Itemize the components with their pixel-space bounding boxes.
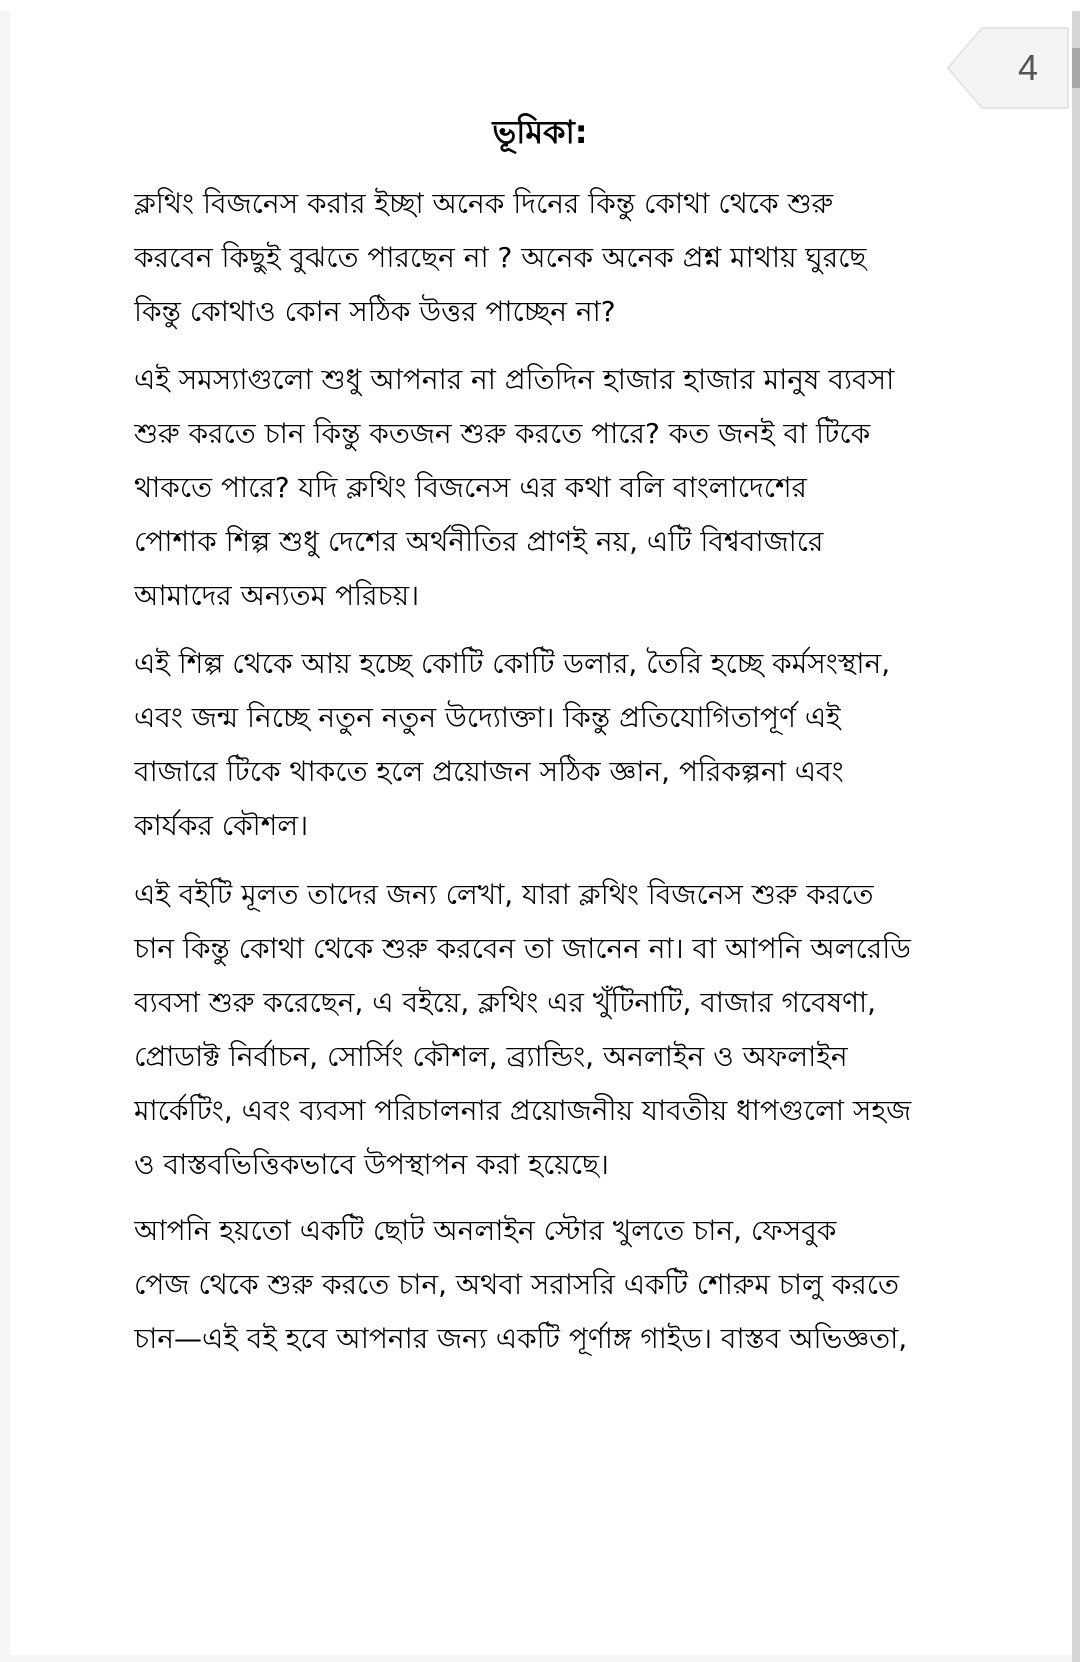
paragraph-1 — [134, 177, 946, 339]
page-number-badge — [947, 27, 1069, 109]
text-line: এই শিল্প থেকে আয় হচ্ছে কোটি কোটি ডলার, তৈরি হচ্ছে কর্মসংস্থান, — [134, 647, 891, 680]
viewer-background-bottom — [0, 1655, 1072, 1662]
text-line: চান—এই বই হবে আপনার জন্য একটি পূর্ণাঙ্গ গাইড। বাস্তব অভিজ্ঞতা, — [134, 1322, 908, 1355]
text-line: ব্যবসা শুরু করেছেন, এ বইয়ে, ক্লথিং এর খুঁটিনাটি, বাজার গবেষণা, — [134, 986, 877, 1019]
page-number: 4 — [1017, 47, 1039, 88]
paragraph-4 — [134, 868, 946, 1192]
text-line: পোশাক শিল্প শুধু দেশের অর্থনীতির প্রাণই নয়, এটি বিশ্ববাজারে — [134, 525, 824, 558]
text-line: এই সমস্যাগুলো শুধু আপনার না প্রতিদিন হাজার হাজার মানুষ ব্যবসা — [134, 363, 895, 396]
text-line: এবং জন্ম নিচ্ছে নতুন নতুন উদ্যোক্তা। কিন্তু প্রতিযোগিতাপূর্ণ এই — [134, 701, 841, 734]
text-line: থাকতে পারে? যদি ক্লথিং বিজনেস এর কথা বলি বাংলাদেশের — [134, 471, 807, 504]
viewer-background-left — [0, 11, 10, 1662]
text-line: প্রোডাক্ট নির্বাচন, সোর্সিং কৌশল, ব্র্যান্ডিং, অনলাইন ও অফলাইন — [134, 1040, 848, 1073]
paragraph-5 — [134, 1204, 946, 1366]
paragraph-3 — [134, 637, 946, 853]
text-line: করবেন কিছুই বুঝতে পারছেন না ? অনেক অনেক প্রশ্ন মাথায় ঘুরছে — [134, 241, 867, 274]
scrollbar-thumb[interactable] — [1072, 48, 1080, 88]
paragraph-2 — [134, 353, 946, 623]
text-line: পেজ থেকে শুরু করতে চান, অথবা সরাসরি একটি শোরুম চালু করতে — [134, 1268, 900, 1301]
text-line: মার্কেটিং, এবং ব্যবসা পরিচালনার প্রয়োজনীয় যাবতীয় ধাপগুলো সহজ — [134, 1094, 912, 1127]
text-line: কিন্তু কোথাও কোন সঠিক উত্তর পাচ্ছেন না? — [134, 295, 616, 328]
text-line: এই বইটি মূলত তাদের জন্য লেখা, যারা ক্লথিং বিজনেস শুরু করতে — [134, 878, 874, 911]
text-line: বাজারে টিকে থাকতে হলে প্রয়োজন সঠিক জ্ঞান, পরিকল্পনা এবং — [134, 755, 844, 788]
text-line: আপনি হয়তো একটি ছোট অনলাইন স্টোর খুলতে চান, ফেসবুক — [134, 1214, 837, 1247]
text-line: কার্যকর কৌশল। — [134, 809, 309, 842]
text-line: ক্লথিং বিজনেস করার ইচ্ছা অনেক দিনের কিন্তু কোথা থেকে শুরু — [134, 187, 834, 220]
text-line: চান কিন্তু কোথা থেকে শুরু করবেন তা জানেন না। বা আপনি অলরেডি — [134, 932, 911, 965]
vertical-scrollbar[interactable] — [1072, 11, 1080, 1662]
text-line: ও বাস্তবভিত্তিকভাবে উপস্থাপন করা হয়েছে। — [134, 1148, 609, 1181]
page-heading: ভূমিকা: — [492, 113, 588, 151]
text-line: আমাদের অন্যতম পরিচয়। — [134, 579, 420, 612]
text-line: শুরু করতে চান কিন্তু কতজন শুরু করতে পারে? কত জনই বা টিকে — [134, 417, 871, 450]
